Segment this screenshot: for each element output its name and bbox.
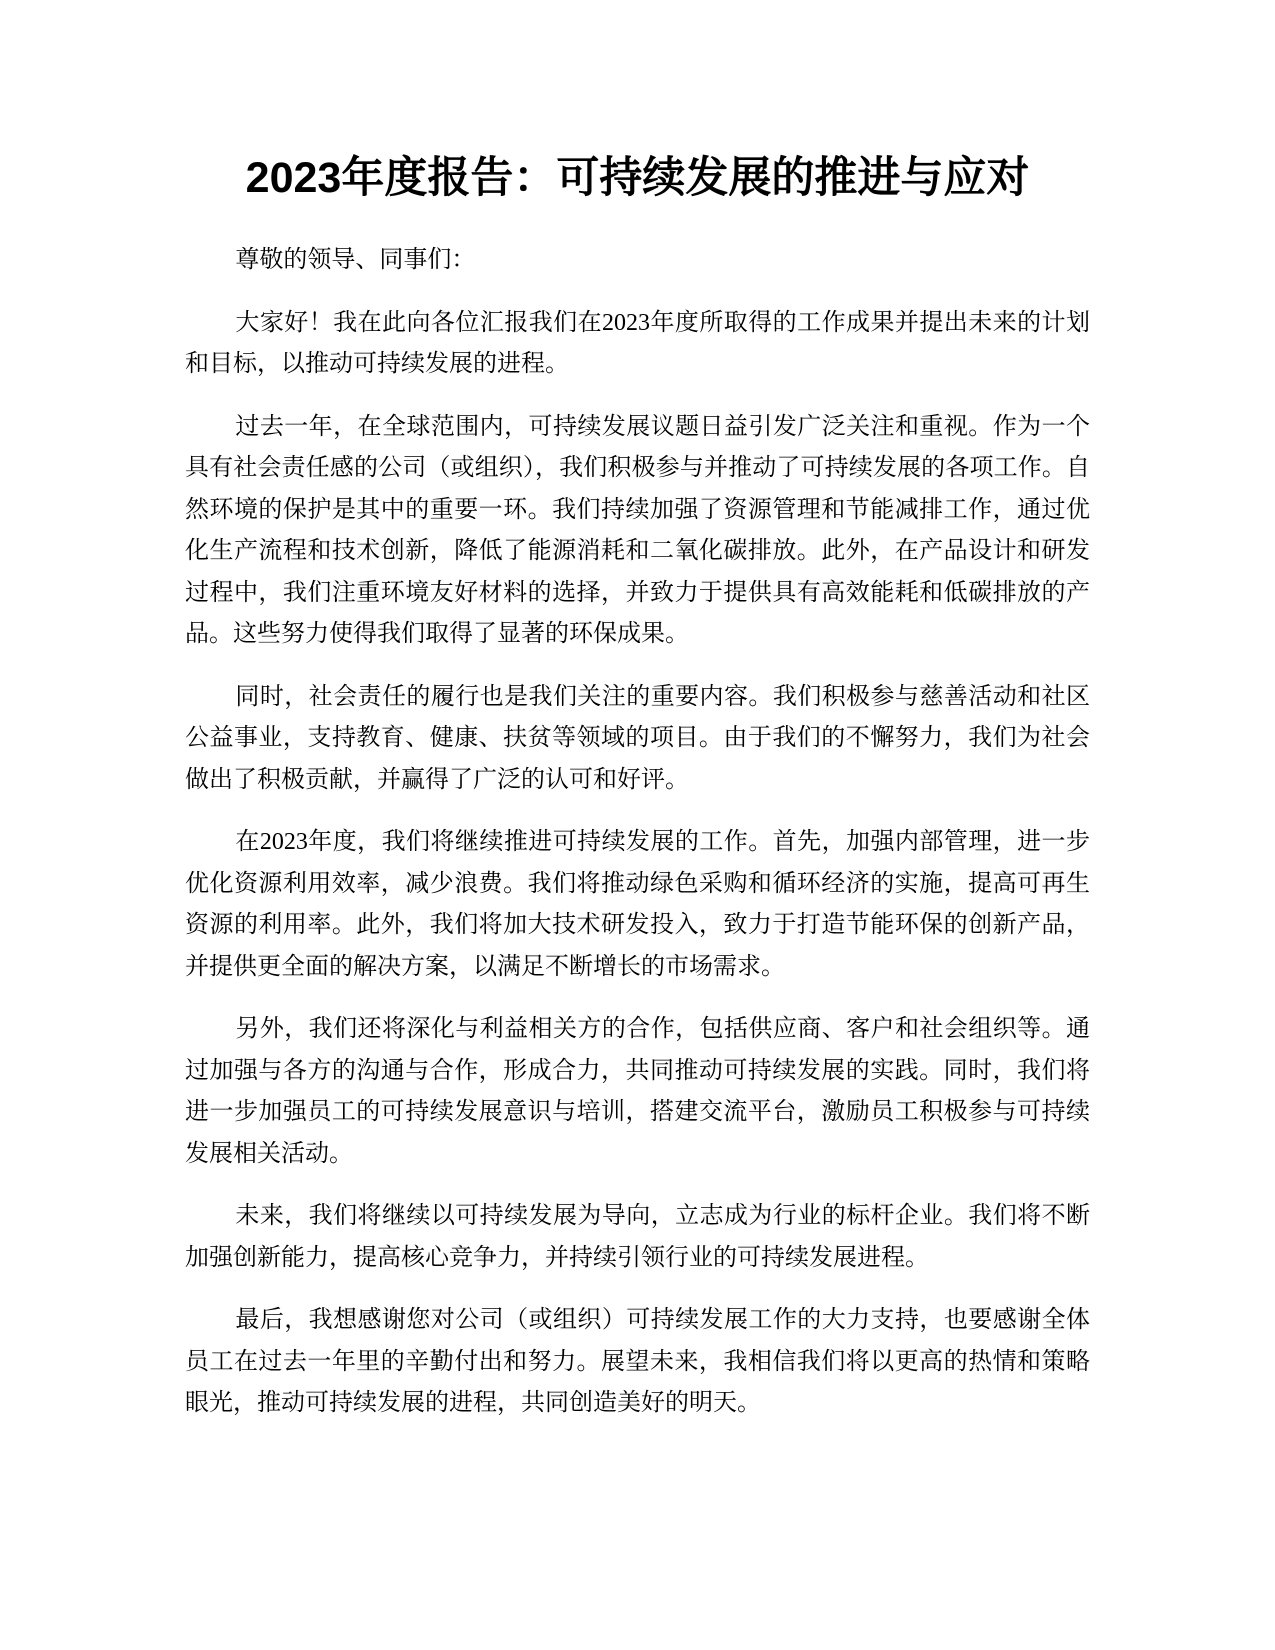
paragraph-future: 未来，我们将继续以可持续发展为导向，立志成为行业的标杆企业。我们将不断加强创新能力，提高核心竞争力，并持续引领行业的可持续发展进程。 [185, 1203, 1090, 1271]
paragraph-environment: 过去一年，在全球范围内，可持续发展议题日益引发广泛关注和重视。作为一个具有社会责任感的公司（或组织），我们积极参与并推动了可持续发展的各项工作。自然环境的保护是其中的重要一环。我们持续加强了资源管理和节能减排工作，通过优化生产流程和技术创新，降低了能源消耗和二氧化碳排放。此外，在产品设计和研发过程中，我们注重环境友好材料的选择，并致力于提供具有高效能耗和低碳排放的产品。这些努力使得我们取得了显著的环保成果。 [185, 413, 1090, 647]
salutation: 尊敬的领导、同事们： [235, 247, 476, 273]
document-body [185, 240, 1090, 1446]
paragraph-closing: 最后，我想感谢您对公司（或组织）可持续发展工作的大力支持，也要感谢全体员工在过去一年里的辛勤付出和努力。展望未来，我相信我们将以更高的热情和策略眼光，推动可持续发展的进程，共同创造美好的明天。 [185, 1307, 1090, 1416]
document-title: 2023年度报告：可持续发展的推进与应对 [245, 154, 1030, 202]
paragraph-cooperation: 另外，我们还将深化与利益相关方的合作，包括供应商、客户和社会组织等。通过加强与各方的沟通与合作，形成合力，共同推动可持续发展的实践。同时，我们将进一步加强员工的可持续发展意识与培训，搭建交流平台，激励员工积极参与可持续发展相关活动。 [185, 1016, 1090, 1167]
paragraph-plans: 在2023年度，我们将继续推进可持续发展的工作。首先，加强内部管理，进一步优化资源利用效率，减少浪费。我们将推动绿色采购和循环经济的实施，提高可再生资源的利用率。此外，我们将加大技术研发投入，致力于打造节能环保的创新产品，并提供更全面的解决方案，以满足不断增长的市场需求。 [185, 829, 1090, 980]
paragraph-greeting: 大家好！我在此向各位汇报我们在2023年度所取得的工作成果并提出未来的计划和目标，以推动可持续发展的进程。 [185, 309, 1090, 377]
paragraph-social-responsibility: 同时，社会责任的履行也是我们关注的重要内容。我们积极参与慈善活动和社区公益事业，支持教育、健康、扶贫等领域的项目。由于我们的不懈努力，我们为社会做出了积极贡献，并赢得了广泛的认可和好评。 [185, 683, 1090, 793]
